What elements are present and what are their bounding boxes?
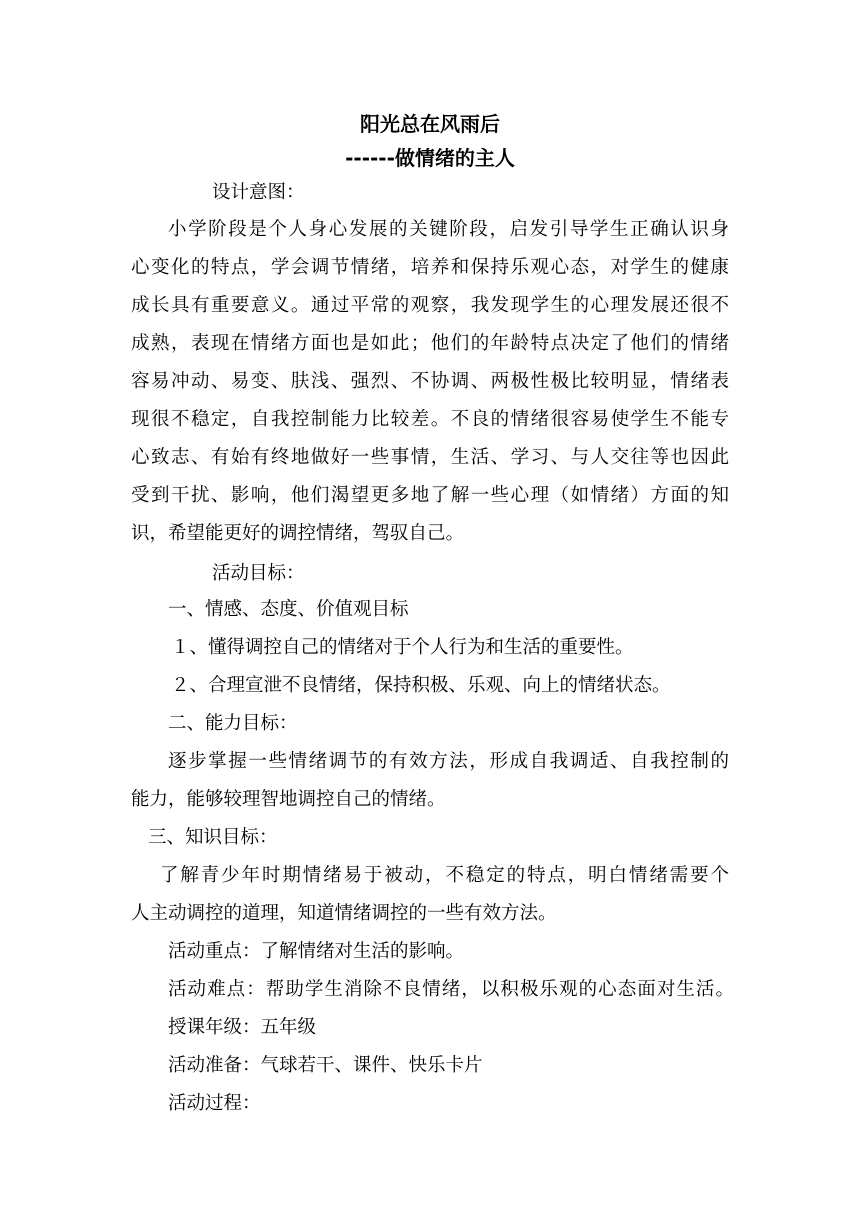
paragraph-line: 成长具有重要意义。通过平常的观察，我发现学生的心理发展还很不 (131, 295, 729, 316)
activity-preparation: 活动准备：气球若干、课件、快乐卡片 (168, 1055, 483, 1076)
activity-focus: 活动重点：了解情绪对生活的影响。 (168, 941, 465, 962)
paragraph-line: 人主动调控的道理，知道情绪调控的一些有效方法。 (131, 903, 557, 924)
paragraph-line: 小学阶段是个人身心发展的关键阶段，启发引导学生正确认识身 (168, 219, 729, 240)
activity-process-heading: 活动过程： (168, 1093, 261, 1114)
paragraph-line: 受到干扰、影响，他们渴望更多地了解一些心理（如情绪）方面的知 (131, 485, 729, 506)
paragraph-line: 成熟，表现在情绪方面也是如此；他们的年龄特点决定了他们的情绪 (131, 333, 729, 354)
goal-item-2: ２、合理宣泄不良情绪，保持积极、乐观、向上的情绪状态。 (171, 675, 671, 696)
paragraph-line: 心致志、有始有终地做好一些事情，生活、学习、与人交往等也因此 (131, 447, 729, 468)
goal-heading-knowledge: 三、知识目标： (148, 827, 278, 848)
paragraph-line: 逐步掌握一些情绪调节的有效方法，形成自我调适、自我控制的 (168, 751, 729, 772)
section-heading-activity-goals: 活动目标： (212, 563, 305, 584)
paragraph-line: 识，希望能更好的调控情绪，驾驭自己。 (131, 523, 465, 544)
goal-heading-emotion: 一、情感、态度、价值观目标 (168, 599, 409, 620)
paragraph-line: 现很不稳定，自我控制能力比较差。不良的情绪很容易使学生不能专 (131, 409, 729, 430)
paragraph-line: 能力，能够较理智地调控自己的情绪。 (131, 789, 446, 810)
goal-item-1: １、懂得调控自己的情绪对于个人行为和生活的重要性。 (171, 637, 634, 658)
section-heading-design-intent: 设计意图： (212, 182, 305, 203)
document-subtitle: ------做情绪的主人 (345, 146, 515, 170)
activity-difficulty: 活动难点：帮助学生消除不良情绪，以积极乐观的心态面对生活。 (168, 979, 734, 1000)
paragraph-line: 了解青少年时期情绪易于被动，不稳定的特点，明白情绪需要个 (160, 865, 729, 886)
paragraph-line: 心变化的特点，学会调节情绪，培养和保持乐观心态，对学生的健康 (131, 257, 729, 278)
paragraph-line: 容易冲动、易变、肤浅、强烈、不协调、两极性极比较明显，情绪表 (131, 371, 729, 392)
document-title: 阳光总在风雨后 (360, 112, 500, 136)
goal-heading-ability: 二、能力目标： (168, 713, 298, 734)
grade-level: 授课年级：五年级 (168, 1017, 317, 1038)
